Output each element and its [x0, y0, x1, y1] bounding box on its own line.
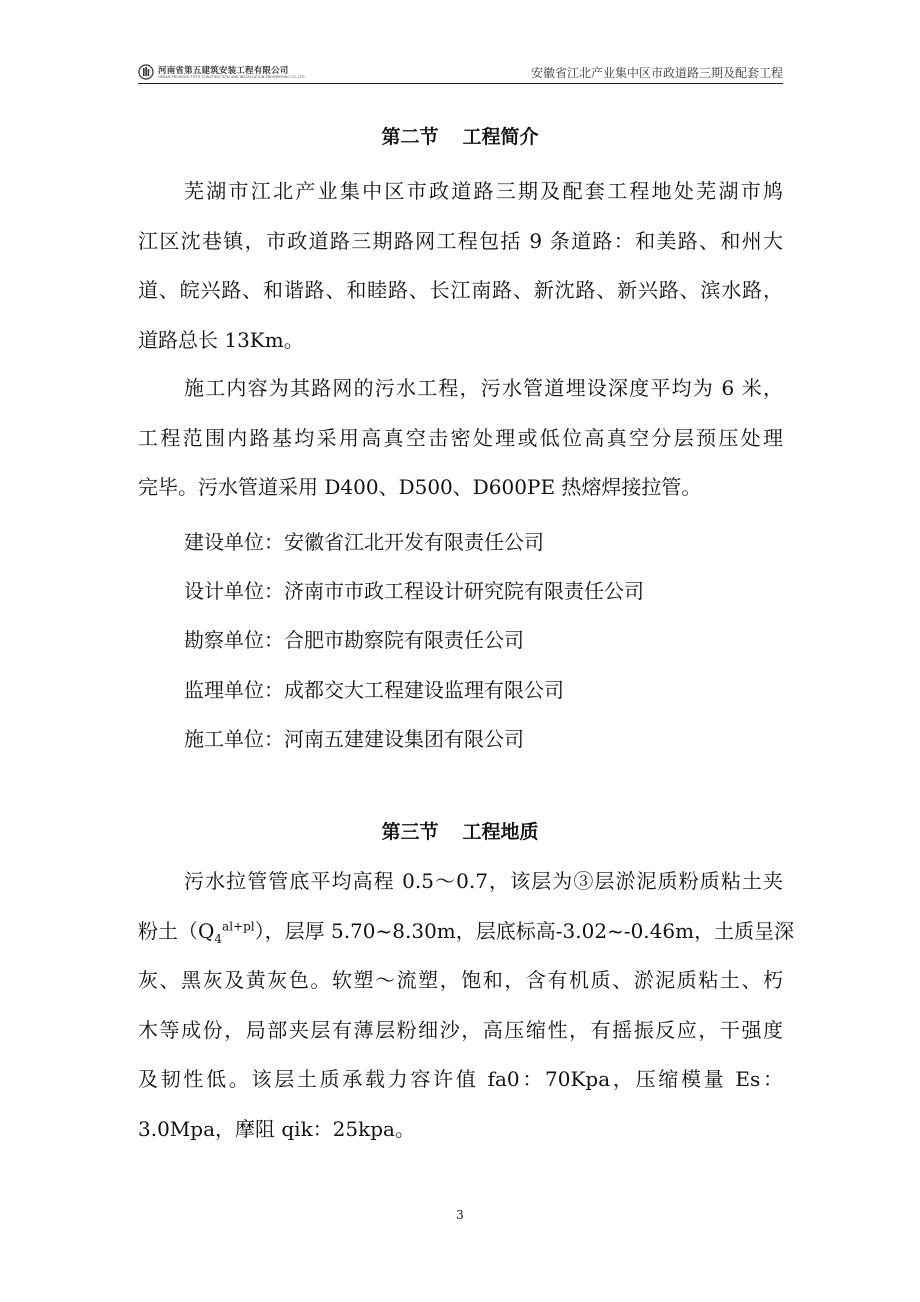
company-name-en: HENAN PROVINCE FIFTH CONSTRUCTION AND INSTALLATION ENGINEERING CO.,LTD [158, 75, 305, 79]
header-divider [138, 83, 783, 84]
paragraph-line: 3.0Mpa，摩阻 qik：25kpa。 [138, 1116, 415, 1141]
paragraph-line: 江区沈巷镇，市政道路三期路网工程包括 9 条道路：和美路、和州大 [138, 228, 783, 253]
section2-number: 第二节 [381, 126, 439, 148]
company-logo [138, 64, 305, 82]
paragraph-line: 及韧性低。该层土质承载力容许值 fa0：70Kpa，压缩模量 Es： [138, 1067, 783, 1091]
paragraph-line: 工程范围内路基均采用高真空击密处理或低位高真空分层预压处理 [138, 425, 783, 450]
section2-heading [0, 122, 920, 149]
subscript: 4 [214, 931, 223, 946]
section2-paragraph-1 [138, 167, 783, 365]
section2-paragraph-2 [138, 364, 783, 513]
section3-heading [0, 817, 920, 844]
paragraph-line: 灰、黑灰及黄灰色。软塑～流塑，饱和，含有机质、淤泥质粘土、朽 [138, 968, 783, 992]
paragraph-line: 完毕。污水管道采用 D400、D500、D600PE 热熔焊接拉管。 [138, 475, 702, 499]
company-logo-icon [138, 64, 154, 80]
paragraph-line [138, 907, 795, 957]
company-name: 河南省第五建筑安装工程有限公司 [158, 66, 289, 76]
supervision-unit: 监理单位：成都交大工程建设监理有限公司 [184, 678, 564, 702]
paragraph-line: 芜湖市江北产业集中区市政道路三期及配套工程地处芜湖市鸠 [184, 179, 783, 203]
superscript: al+pl [222, 918, 255, 933]
line-prefix: 粉土（Q [138, 918, 215, 943]
section3-number: 第三节 [381, 821, 439, 843]
line-suffix: ），层厚 5.70~8.30m，层底标高-3.02~-0.46m，土质呈深 [254, 918, 795, 943]
section3-title: 工程地质 [462, 821, 539, 843]
page-header [138, 62, 783, 84]
paragraph-line: 施工内容为其路网的污水工程，污水管道埋设深度平均为 6 米， [184, 376, 783, 400]
section3-paragraph [138, 857, 795, 1154]
paragraph-line: 道、皖兴路、和谐路、和睦路、长江南路、新沈路、新兴路、滨水路， [138, 278, 783, 302]
paragraph-line: 木等成份，局部夹层有薄层粉细沙，高压缩性，有摇振反应，干强度 [138, 1017, 783, 1042]
document-title: 安徽省江北产业集中区市政道路三期及配套工程 [530, 66, 783, 80]
page-number: 3 [456, 1208, 464, 1222]
paragraph-line: 污水拉管管底平均高程 0.5～0.7，该层为③层淤泥质粉质粘土夹 [184, 869, 783, 893]
construction-unit: 建设单位：安徽省江北开发有限责任公司 [184, 530, 544, 554]
contractor-unit: 施工单位：河南五建建设集团有限公司 [184, 727, 524, 751]
section2-title: 工程简介 [462, 126, 539, 148]
design-unit: 设计单位：济南市市政工程设计研究院有限责任公司 [184, 579, 644, 603]
paragraph-line: 道路总长 13Km。 [138, 327, 304, 352]
survey-unit: 勘察单位：合肥市勘察院有限责任公司 [184, 628, 524, 652]
